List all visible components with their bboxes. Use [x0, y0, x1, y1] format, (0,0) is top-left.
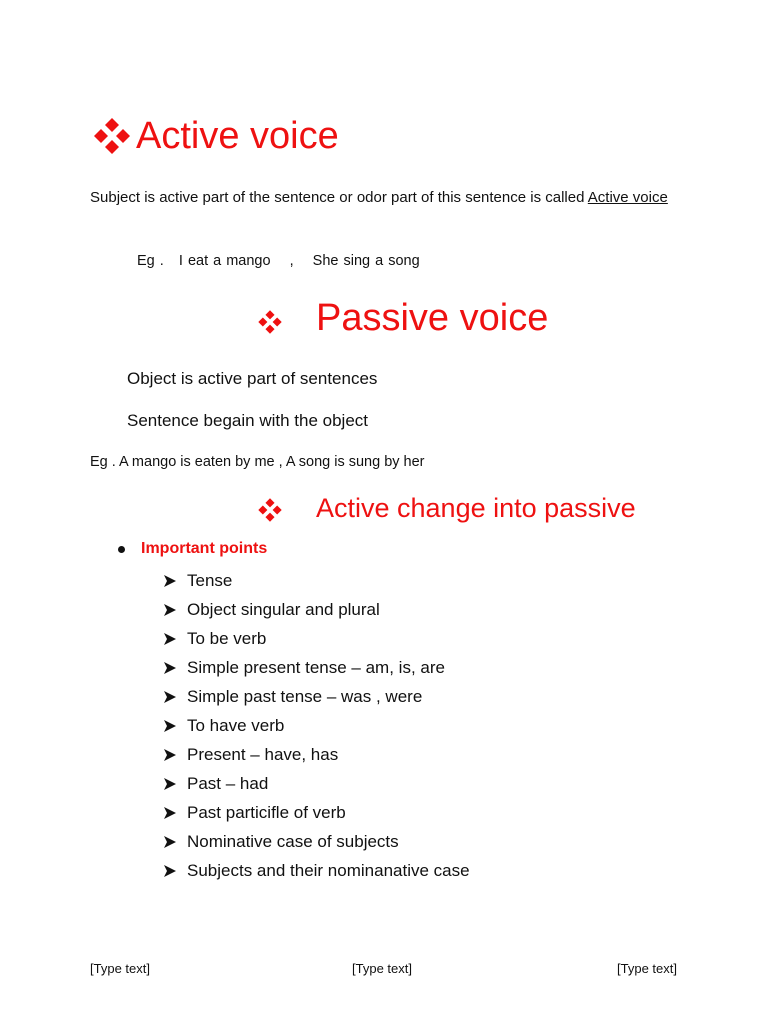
list-item-text: To be verb [187, 628, 267, 648]
four-diamond-bullet-icon [257, 309, 283, 335]
arrow-bullet-icon [163, 719, 177, 733]
example-a: I eat a mango [178, 253, 271, 269]
arrow-bullet-icon [163, 690, 177, 704]
list-item-text: Nominative case of subjects [187, 831, 399, 851]
list-item [163, 740, 470, 769]
list-item-text: Past – had [187, 773, 269, 793]
active-voice-example [137, 250, 420, 272]
list-item [163, 653, 470, 682]
list-item [163, 624, 470, 653]
list-item-text: Simple past tense – was , were [187, 686, 423, 706]
list-item [163, 682, 470, 711]
arrow-bullet-icon [163, 574, 177, 588]
bullet-dot-icon [118, 546, 125, 553]
arrow-bullet-icon [163, 777, 177, 791]
footer-right: [Type text] [617, 961, 677, 976]
list-item-text: Past particifle of verb [187, 802, 346, 822]
active-voice-title: Active voice [136, 115, 339, 157]
arrow-bullet-icon [163, 748, 177, 762]
arrow-bullet-icon [163, 603, 177, 617]
footer-left: [Type text] [90, 961, 150, 976]
list-item-text: Tense [187, 570, 233, 590]
footer-center: [Type text] [352, 961, 412, 976]
arrow-bullet-icon [163, 632, 177, 646]
list-item-text: Present – have, has [187, 744, 339, 764]
definition-term: Active voice [587, 189, 668, 206]
four-diamond-bullet-icon [92, 116, 132, 156]
passive-voice-example: Eg . A mango is eaten by me , A song is sung by her [90, 454, 425, 470]
list-item [163, 769, 470, 798]
passive-line-object: Object is active part of sentences [127, 369, 378, 388]
important-points-text: Important points [141, 540, 268, 557]
important-points-label [118, 538, 267, 560]
arrow-bullet-icon [163, 864, 177, 878]
list-item [163, 566, 470, 595]
list-item-text: Simple present tense – am, is, are [187, 657, 445, 677]
four-diamond-bullet-icon [257, 497, 283, 523]
list-item [163, 711, 470, 740]
arrow-bullet-icon [163, 835, 177, 849]
important-points-list [163, 566, 470, 885]
active-change-heading: Active change into passive [316, 493, 636, 523]
list-item-text: Object singular and plural [187, 599, 380, 619]
list-item-text: To have verb [187, 715, 285, 735]
definition-text: Subject is active part of the sentence or odor part of this sentence is called [90, 189, 588, 206]
active-voice-heading [92, 112, 339, 160]
example-prefix: Eg . [137, 253, 164, 269]
list-item [163, 595, 470, 624]
arrow-bullet-icon [163, 661, 177, 675]
list-item [163, 856, 470, 885]
example-separator: , [289, 253, 294, 269]
list-item-text: Subjects and their nominanative case [187, 860, 470, 880]
active-voice-definition [90, 185, 690, 211]
list-item [163, 798, 470, 827]
arrow-bullet-icon [163, 806, 177, 820]
list-item [163, 827, 470, 856]
passive-line-sentence: Sentence begain with the object [127, 411, 369, 430]
example-b: She sing a song [312, 253, 420, 269]
passive-voice-heading: Passive voice [316, 297, 549, 339]
